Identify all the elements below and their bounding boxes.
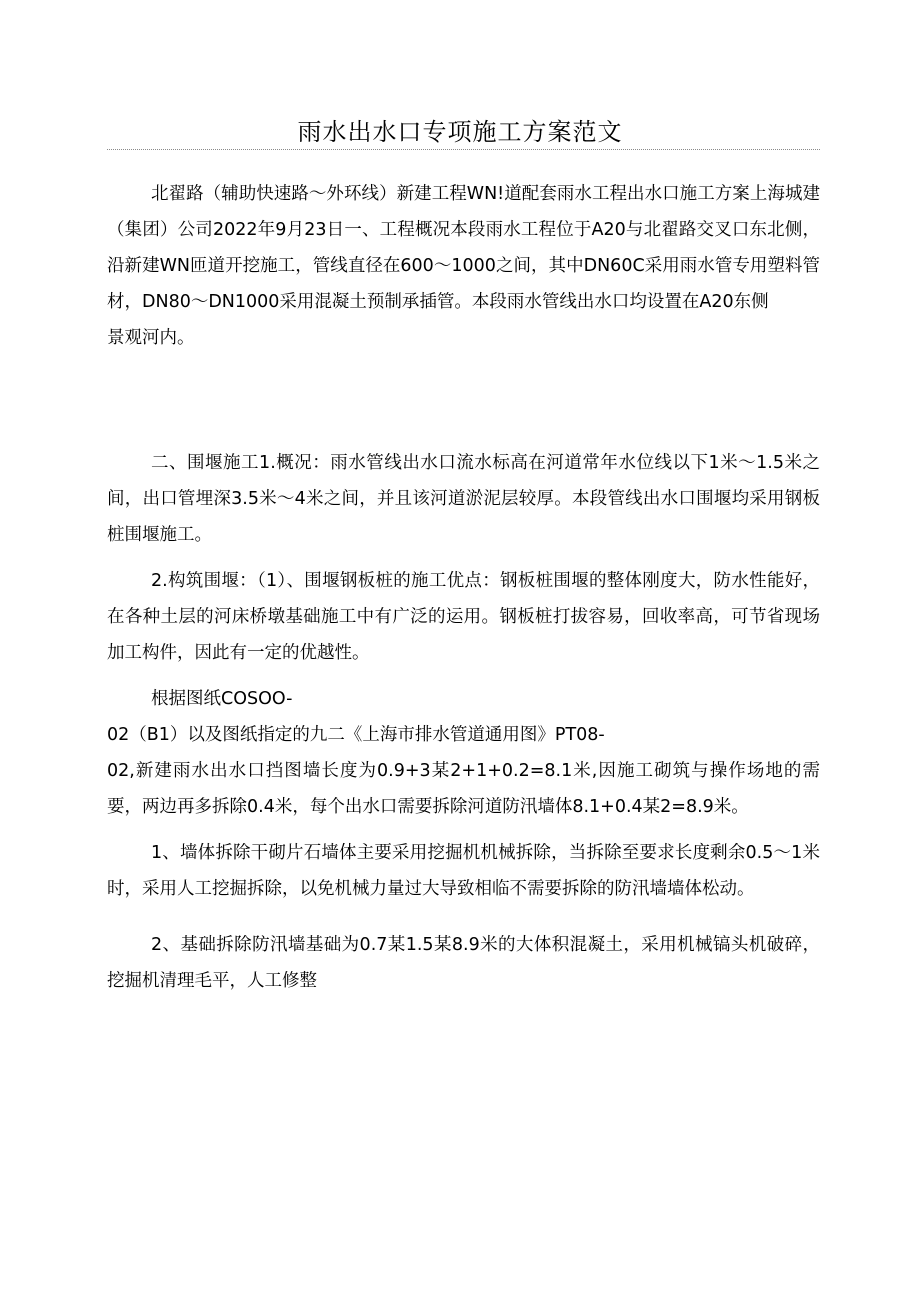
paragraph-wall-removal: 1、墙体拆除干砌片石墙体主要采用挖掘机机械拆除，当拆除至要求长度剩余0.5～1米时，采用人工挖掘拆除，以免机械力量过大导致相临不需要拆除的防汛墙墙体松动。 (107, 843, 820, 899)
paragraph-overview-end: 景观河内。 (107, 328, 195, 348)
title-divider (107, 149, 820, 150)
document-title: 雨水出水口专项施工方案范文 (297, 118, 623, 146)
paragraph-drawing-ref-2: 02（B1）以及图纸指定的九二《上海市排水管道通用图》PT08- (107, 725, 605, 745)
paragraph-cofferdam-build: 2.构筑围堰：（1）、围堰钢板桩的施工优点：钢板桩围堰的整体刚度大，防水性能好，在各种土层的河床桥墩基础施工中有广泛的运用。钢板桩打拔容易，回收率高，可节省现场加工构件，因此有一定的优越性。 (107, 571, 820, 663)
paragraph-wall-length: 02,新建雨水出水口挡图墙长度为0.9+3某2+1+0.2=8.1米,因施工砌筑与操作场地的需要，两边再多拆除0.4米，每个出水口需要拆除河道防汛墙体8.1+0.4某2=8.9米。 (107, 761, 820, 817)
paragraph-drawing-ref: 根据图纸COSOO- (151, 689, 293, 709)
paragraph-cofferdam-overview: 二、围堰施工1.概况：雨水管线出水口流水标高在河道常年水位线以下1米～1.5米之间，出口管埋深3.5米～4米之间，并且该河道淤泥层较厚。本段管线出水口围堰均采用钢板桩围堰施工。 (107, 453, 820, 545)
paragraph-overview: 北翟路（辅助快速路～外环线）新建工程WN!道配套雨水工程出水口施工方案上海城建（集团）公司2022年9月23日一、工程概况本段雨水工程位于A20与北翟路交叉口东北侧，沿新建WN匝道开挖施工，管线直径在600～1000之间，其中DN60C采用雨水管专用塑料管材，DN80～DN1000采用混凝土预制承插管。本段雨水管线出水口均设置在A20东侧 (107, 184, 820, 312)
section-overview (107, 176, 820, 356)
paragraph-foundation-removal: 2、基础拆除防汛墙基础为0.7某1.5某8.9米的大体积混凝土，采用机械镐头机破碎，挖掘机清理毛平，人工修整 (107, 935, 820, 991)
section-cofferdam (107, 445, 820, 999)
